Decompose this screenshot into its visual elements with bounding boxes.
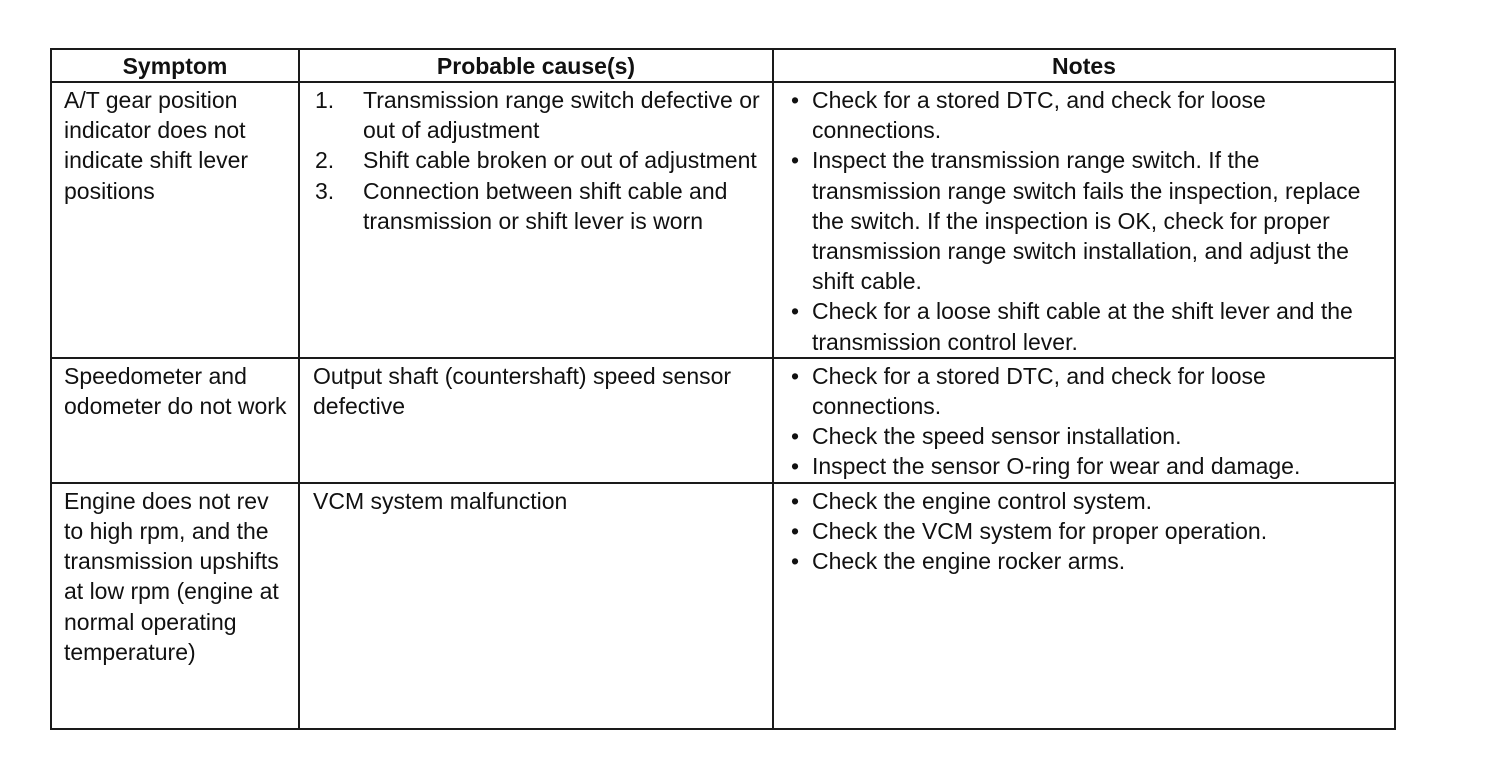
note-text: Check the engine rocker arms.: [812, 548, 1126, 575]
troubleshooting-document: [50, 48, 1394, 730]
cause-text: Shift cable broken or out of adjustment: [363, 147, 757, 174]
header-notes: Notes: [773, 49, 1395, 82]
bullet-icon: •: [791, 362, 800, 389]
note-text: Check the engine control system.: [812, 487, 1153, 514]
note-item: [788, 546, 1384, 576]
note-text: Check for a stored DTC, and check for loose connections.: [812, 87, 1266, 144]
notes-cell: [773, 358, 1395, 483]
bullet-icon: •: [791, 423, 800, 450]
note-item: [788, 361, 1384, 421]
note-item: [788, 421, 1384, 451]
note-item: [788, 516, 1384, 546]
notes-list: [788, 85, 1384, 357]
bullet-icon: •: [791, 548, 800, 575]
note-item: [788, 145, 1384, 296]
note-text: Check the speed sensor installation.: [812, 423, 1182, 450]
cause-cell: [299, 82, 773, 358]
bullet-icon: •: [791, 487, 800, 514]
cause-list: [313, 85, 764, 236]
note-text: Inspect the transmission range switch. If the transmission range switch fails the inspection, replace the switch. If the inspection is OK, check for proper transmission range switch installation, and adjust the shift cable.: [812, 147, 1361, 295]
note-text: Check for a stored DTC, and check for loose connections.: [812, 362, 1266, 420]
table-row: [51, 82, 1395, 358]
symptom-cell: A/T gear position indicator does not indicate shift lever positions: [51, 82, 299, 358]
note-text: Inspect the sensor O-ring for wear and damage.: [812, 453, 1301, 480]
cause-number: 3.: [315, 177, 335, 204]
bullet-icon: •: [791, 518, 800, 545]
bullet-icon: •: [791, 87, 800, 113]
note-item: [788, 85, 1384, 145]
note-text: Check the VCM system for proper operation.: [812, 518, 1268, 545]
bullet-icon: •: [791, 453, 800, 480]
note-item: [788, 486, 1384, 516]
symptom-cell: Speedometer and odometer do not work: [51, 358, 299, 483]
table-header-row: [51, 49, 1395, 82]
table-row: [51, 483, 1395, 729]
cause-number: 1.: [315, 87, 335, 113]
notes-cell: [773, 483, 1395, 729]
cause-item: [313, 85, 764, 145]
cause-item: [313, 145, 764, 175]
notes-list: [788, 361, 1384, 482]
notes-list: [788, 486, 1384, 577]
cause-item: [313, 176, 764, 236]
note-item: [788, 296, 1384, 356]
cause-number: 2.: [315, 147, 335, 174]
header-probable-causes: Probable cause(s): [299, 49, 773, 82]
troubleshooting-table: [50, 48, 1396, 730]
note-item: [788, 451, 1384, 481]
symptom-cell: Engine does not rev to high rpm, and the transmission upshifts at low rpm (engine at normal operating temperature): [51, 483, 299, 729]
notes-cell: [773, 82, 1395, 358]
bullet-icon: •: [791, 147, 800, 174]
note-text: Check for a loose shift cable at the shift lever and the transmission control lever.: [812, 298, 1353, 355]
cause-cell: VCM system malfunction: [299, 483, 773, 729]
cause-cell: Output shaft (countershaft) speed sensor defective: [299, 358, 773, 483]
bullet-icon: •: [791, 298, 800, 325]
header-symptom: Symptom: [51, 49, 299, 82]
cause-text: Transmission range switch defective or out of adjustment: [363, 87, 760, 144]
table-row: [51, 358, 1395, 483]
cause-text: Connection between shift cable and transmission or shift lever is worn: [363, 177, 728, 234]
